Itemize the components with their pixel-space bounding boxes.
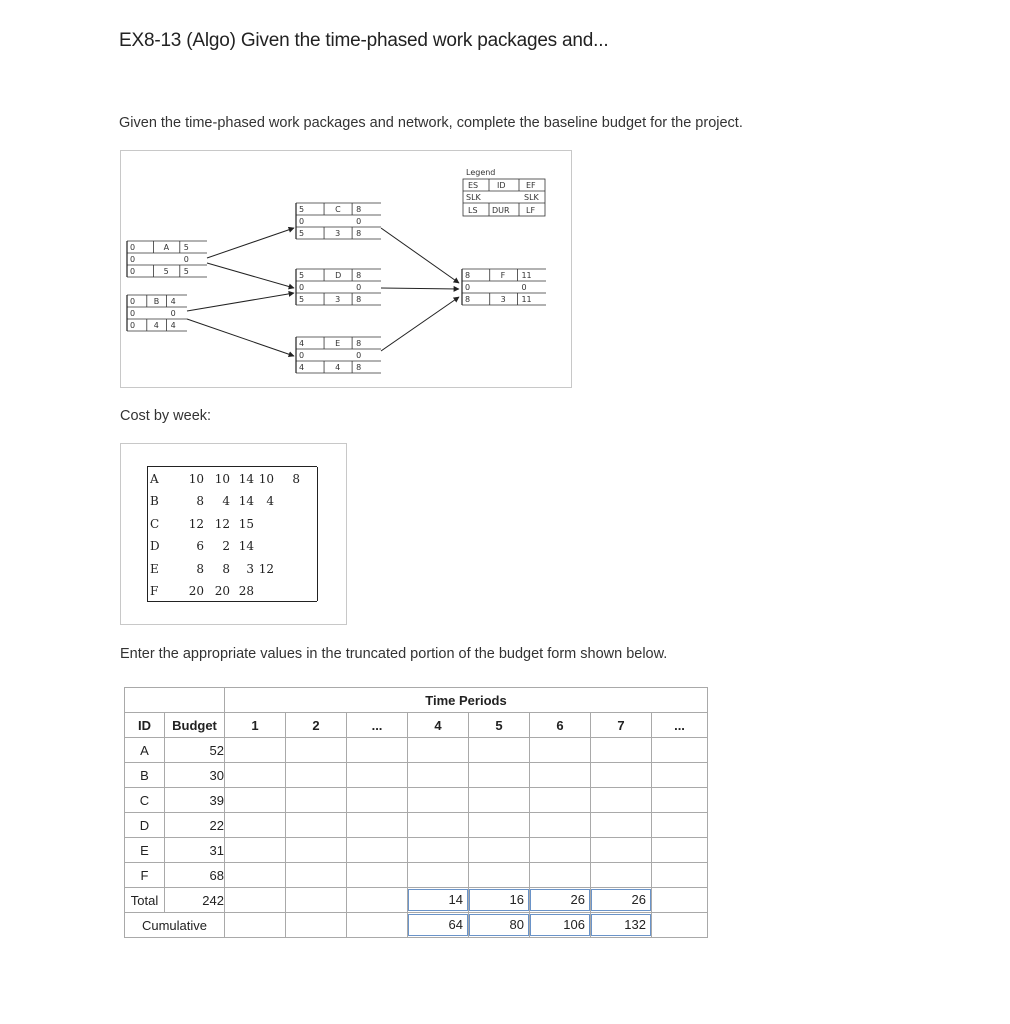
node-c-id: C <box>335 205 341 214</box>
period-cell <box>469 738 530 763</box>
arrow-a-d <box>207 263 294 288</box>
node-b-id: B <box>153 297 160 306</box>
node-a <box>127 241 207 277</box>
node-a-lf: 5 <box>183 267 189 276</box>
period-cell <box>652 763 708 788</box>
node-b-ef: 4 <box>170 297 176 306</box>
period-header: ... <box>652 713 708 738</box>
node-d-ef: 8 <box>356 271 362 280</box>
activity-id: B <box>125 763 165 788</box>
period-header: 4 <box>408 713 469 738</box>
node-d-dur: 3 <box>335 295 341 304</box>
cost-week-value: 8 <box>196 494 204 509</box>
node-a-slk-right: 0 <box>183 255 189 264</box>
node-d-slk-left: 0 <box>299 283 305 292</box>
cost-week-value: 4 <box>222 494 230 509</box>
cost-week-value: 15 <box>238 516 254 531</box>
cost-row-e <box>148 559 348 581</box>
activity-budget: 22 <box>165 813 225 838</box>
total-input-period-4[interactable]: 14 <box>408 889 468 911</box>
cost-row-id: C <box>150 516 160 531</box>
node-a-ef: 5 <box>183 243 189 252</box>
period-cell <box>530 788 591 813</box>
period-cell <box>469 813 530 838</box>
period-cell <box>225 813 286 838</box>
cost-week-value: 3 <box>246 561 254 576</box>
node-e-slk-right: 0 <box>356 351 362 360</box>
total-budget: 242 <box>165 888 225 913</box>
period-cell <box>286 788 347 813</box>
legend-slk-left: SLK <box>466 193 481 202</box>
period-cell <box>225 838 286 863</box>
period-cell <box>408 863 469 888</box>
cumulative-input-period-5[interactable]: 80 <box>469 914 529 936</box>
period-header: 1 <box>225 713 286 738</box>
period-cell <box>591 838 652 863</box>
period-cell <box>347 813 408 838</box>
period-cell <box>347 838 408 863</box>
arrow-a-c <box>207 228 294 258</box>
cost-row-id: A <box>150 472 159 486</box>
budget-form-table <box>124 687 708 938</box>
cost-row-id: B <box>150 494 159 509</box>
node-c-lf: 8 <box>356 229 362 238</box>
period-cell <box>225 763 286 788</box>
period-cell <box>347 763 408 788</box>
cost-row-b <box>148 491 348 513</box>
legend-slk-right: SLK <box>524 193 539 202</box>
period-cell <box>530 863 591 888</box>
period-cell <box>591 788 652 813</box>
node-c-dur: 3 <box>335 229 341 238</box>
node-e-lf: 8 <box>356 363 362 372</box>
cost-row-id: F <box>150 584 159 598</box>
cost-week-value: 20 <box>188 584 204 598</box>
node-b-ls: 0 <box>130 321 136 330</box>
cost-week-value: 12 <box>258 561 274 576</box>
legend-es: ES <box>468 181 479 190</box>
cost-row-id: E <box>150 561 159 576</box>
activity-budget: 31 <box>165 838 225 863</box>
legend-ls: LS <box>468 206 478 215</box>
activity-id: D <box>125 813 165 838</box>
node-e-dur: 4 <box>335 363 341 372</box>
budget-row-e <box>125 838 708 863</box>
activity-id: E <box>125 838 165 863</box>
node-c-es: 5 <box>299 205 305 214</box>
total-input-period-6[interactable]: 26 <box>530 889 590 911</box>
budget-row-c <box>125 788 708 813</box>
node-f-lf: 11 <box>521 295 532 304</box>
cost-row-d <box>148 536 348 558</box>
period-cell <box>286 763 347 788</box>
cumulative-input-period-7[interactable]: 132 <box>591 914 651 936</box>
period-cell <box>408 788 469 813</box>
node-d-ls: 5 <box>299 295 305 304</box>
period-header: 6 <box>530 713 591 738</box>
period-cell <box>408 838 469 863</box>
node-d-lf: 8 <box>356 295 362 304</box>
period-cell <box>286 813 347 838</box>
period-cell <box>286 738 347 763</box>
node-a-dur: 5 <box>163 267 169 276</box>
id-header: ID <box>125 713 165 738</box>
period-cell <box>652 788 708 813</box>
cost-week-value: 10 <box>258 472 274 486</box>
node-d <box>296 269 381 305</box>
problem-intro: Given the time-phased work packages and network, complete the baseline budget for the project. <box>119 115 743 131</box>
period-cell <box>652 863 708 888</box>
period-cell <box>347 738 408 763</box>
node-d-es: 5 <box>299 271 305 280</box>
period-header: ... <box>347 713 408 738</box>
total-label: Total <box>125 888 165 913</box>
period-cell <box>591 738 652 763</box>
node-b-dur: 4 <box>153 321 159 330</box>
network-legend <box>463 168 545 216</box>
period-cell <box>591 813 652 838</box>
cost-week-value: 12 <box>214 516 230 531</box>
cost-week-value: 8 <box>292 472 300 486</box>
node-f-id: F <box>500 271 506 280</box>
period-cell <box>408 763 469 788</box>
node-f-slk-right: 0 <box>521 283 527 292</box>
cost-week-value: 14 <box>238 539 254 554</box>
node-e-es: 4 <box>299 339 305 348</box>
period-cell <box>591 763 652 788</box>
budget-row-b <box>125 763 708 788</box>
cost-by-week-panel <box>120 443 347 625</box>
cumulative-input-period-4[interactable]: 64 <box>408 914 468 936</box>
legend-title: Legend <box>466 168 496 177</box>
legend-ef: EF <box>526 181 536 190</box>
period-header: 5 <box>469 713 530 738</box>
legend-dur: DUR <box>492 206 510 215</box>
arrow-e-f <box>381 297 459 351</box>
cumulative-input-period-6[interactable]: 106 <box>530 914 590 936</box>
period-cell <box>469 863 530 888</box>
node-b-slk-right: 0 <box>170 309 176 318</box>
activity-id: A <box>125 738 165 763</box>
cost-week-value: 28 <box>238 584 254 598</box>
node-e <box>296 337 381 373</box>
activity-budget: 52 <box>165 738 225 763</box>
arrow-d-f <box>381 288 459 289</box>
instructions-text: Enter the appropriate values in the truncated portion of the budget form shown below. <box>120 646 668 662</box>
cost-week-value: 8 <box>222 561 230 576</box>
cost-row-a <box>148 469 348 491</box>
budget-row-a <box>125 738 708 763</box>
cost-by-week-label: Cost by week: <box>120 408 212 424</box>
node-c-slk-left: 0 <box>299 217 305 226</box>
activity-id: C <box>125 788 165 813</box>
total-row <box>125 888 708 913</box>
period-cell <box>408 738 469 763</box>
cost-week-value: 14 <box>238 472 254 486</box>
node-f-slk-left: 0 <box>465 283 471 292</box>
period-cell <box>652 813 708 838</box>
node-d-id: D <box>335 271 342 280</box>
node-f-dur: 3 <box>500 295 506 304</box>
activity-budget: 68 <box>165 863 225 888</box>
node-b <box>127 295 187 331</box>
cost-by-week-table <box>147 466 317 602</box>
time-periods-header: Time Periods <box>225 688 708 713</box>
cost-row-c <box>148 514 348 536</box>
period-cell <box>408 813 469 838</box>
activity-id: F <box>125 863 165 888</box>
period-cell <box>286 838 347 863</box>
network-diagram <box>120 150 572 388</box>
node-c <box>296 203 381 239</box>
legend-id: ID <box>497 181 506 190</box>
node-b-lf: 4 <box>170 321 176 330</box>
cumulative-row <box>125 913 708 938</box>
node-f <box>462 269 546 305</box>
cost-week-value: 20 <box>214 584 230 598</box>
node-a-id: A <box>163 243 170 252</box>
node-b-slk-left: 0 <box>130 309 136 318</box>
node-e-slk-left: 0 <box>299 351 305 360</box>
cost-week-value: 4 <box>266 494 274 509</box>
arrow-b-d <box>187 293 294 311</box>
node-d-slk-right: 0 <box>356 283 362 292</box>
node-c-ef: 8 <box>356 205 362 214</box>
cost-week-value: 2 <box>222 539 230 554</box>
legend-lf: LF <box>526 206 536 215</box>
cost-week-value: 10 <box>214 472 230 486</box>
cost-week-value: 8 <box>196 561 204 576</box>
node-b-es: 0 <box>130 297 136 306</box>
node-c-slk-right: 0 <box>356 217 362 226</box>
period-cell <box>591 863 652 888</box>
activity-budget: 39 <box>165 788 225 813</box>
cost-week-value: 14 <box>238 494 254 509</box>
node-c-ls: 5 <box>299 229 305 238</box>
period-cell <box>530 738 591 763</box>
activity-budget: 30 <box>165 763 225 788</box>
period-cell <box>652 738 708 763</box>
period-cell <box>225 863 286 888</box>
node-f-es: 8 <box>465 271 471 280</box>
node-a-es: 0 <box>130 243 136 252</box>
node-e-ls: 4 <box>299 363 305 372</box>
period-cell <box>286 863 347 888</box>
period-cell <box>652 838 708 863</box>
total-input-period-7[interactable]: 26 <box>591 889 651 911</box>
period-cell <box>469 763 530 788</box>
node-f-ef: 11 <box>521 271 532 280</box>
arrow-c-f <box>381 228 459 283</box>
budget-row-f <box>125 863 708 888</box>
period-cell <box>347 788 408 813</box>
cost-row-f <box>148 581 348 603</box>
cumulative-label: Cumulative <box>125 913 225 938</box>
period-header: 2 <box>286 713 347 738</box>
period-cell <box>530 838 591 863</box>
period-cell <box>469 788 530 813</box>
period-cell <box>530 763 591 788</box>
node-a-ls: 0 <box>130 267 136 276</box>
cost-row-id: D <box>150 539 160 554</box>
period-cell <box>225 738 286 763</box>
period-cell <box>530 813 591 838</box>
node-f-ls: 8 <box>465 295 471 304</box>
cost-week-value: 6 <box>196 539 204 554</box>
problem-title: EX8-13 (Algo) Given the time-phased work packages and... <box>119 30 609 51</box>
node-e-id: E <box>335 339 341 348</box>
budget-header: Budget <box>165 713 225 738</box>
cost-week-value: 10 <box>188 472 204 486</box>
cost-week-value: 12 <box>188 516 204 531</box>
arrow-b-e <box>187 319 294 356</box>
node-a-slk-left: 0 <box>130 255 136 264</box>
node-e-ef: 8 <box>356 339 362 348</box>
period-cell <box>347 863 408 888</box>
total-input-period-5[interactable]: 16 <box>469 889 529 911</box>
period-cell <box>225 788 286 813</box>
period-cell <box>469 838 530 863</box>
budget-row-d <box>125 813 708 838</box>
period-header: 7 <box>591 713 652 738</box>
